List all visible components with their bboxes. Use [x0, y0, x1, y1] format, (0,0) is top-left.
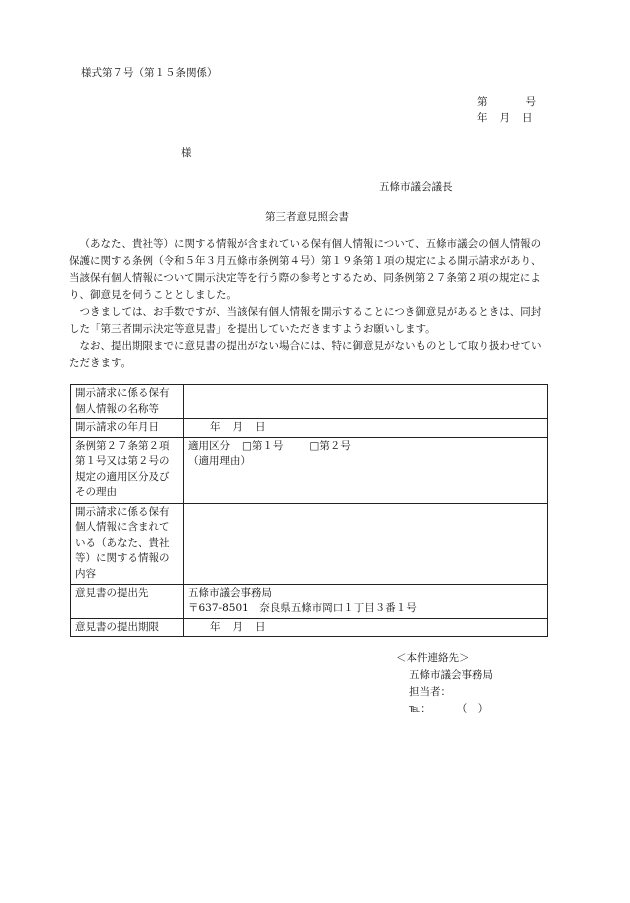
paragraph-2: つきましては、お手数ですが、当該保有個人情報を開示することにつき御意見があるときは、同封した「第三者開示決定等意見書」を提出していただきますようお願いします。: [69, 306, 542, 335]
month-label: 月: [232, 421, 243, 433]
year-label: 年: [210, 421, 221, 433]
option-2-checkbox: □第２号: [309, 439, 351, 452]
go-label: 号: [525, 96, 536, 108]
tel-parens: （ ）: [456, 703, 489, 715]
day-label: 日: [255, 421, 266, 433]
submission-postal-address: 〒637-8501 奈良県五條市岡口１丁目３番１号: [188, 602, 417, 614]
table-row: [71, 437, 548, 503]
reason-label: （適用理由）: [188, 455, 251, 467]
option-1-checkbox: □第１号: [242, 439, 284, 452]
form-number: 様式第７号（第１５条関係）: [81, 67, 218, 79]
contact-tel: [396, 701, 493, 718]
contact-person-label: 担当者：: [409, 686, 451, 698]
contact-office: 五條市議会事務局: [409, 669, 493, 681]
day-label: 日: [522, 112, 533, 124]
document-number: [477, 97, 536, 108]
document-title: 第三者意見照会書: [265, 211, 349, 223]
date-line: [477, 113, 533, 124]
row-value-applicable-category: [184, 437, 548, 503]
table-row: [71, 618, 548, 637]
contact-heading: ＜本件連絡先＞: [396, 652, 470, 664]
day-label: 日: [255, 620, 266, 633]
table-row: [71, 503, 548, 584]
row-value-info-name: [184, 385, 548, 419]
table-row: [71, 385, 548, 419]
table-row: [71, 419, 548, 438]
month-label: 月: [232, 620, 243, 633]
month-label: 月: [499, 112, 510, 124]
paragraph-1: （あなた、貴社等）に関する情報が含まれている保有個人情報について、五條市議会の個人情報の保護に関する条例（令和５年３月五條市条例第４号）第１９条第１項の規定による開示請求があり、当該保有個人情報について開示決定等を行う際の参考とするため、同条例第２７条第２項の規定により、御意見を伺うこととしました。: [69, 238, 542, 301]
submission-office: 五條市議会事務局: [188, 586, 272, 599]
number-label: 第: [477, 96, 488, 108]
row-value-deadline: [184, 618, 548, 637]
row-value-info-content: [184, 503, 548, 584]
row-value-submission-address: [184, 584, 548, 618]
row-label-info-content: 開示請求に係る保有個人情報に含まれている（あなた、貴社等）に関する情報の内容: [71, 503, 184, 584]
row-label-deadline: 意見書の提出期限: [71, 618, 184, 637]
year-label: 年: [210, 620, 221, 633]
row-value-request-date: [184, 419, 548, 438]
paragraph-3: なお、提出期限までに意見書の提出がない場合には、特に御意見がないものとして取り扱わせていただきます。: [69, 340, 542, 369]
tel-label: ℡：: [409, 703, 431, 715]
table-row: [71, 584, 548, 618]
year-label: 年: [477, 112, 488, 124]
row-label-applicable-category: 条例第２７条第２項第１号又は第２号の規定の適用区分及びその理由: [71, 437, 184, 503]
inquiry-table: [70, 384, 548, 637]
body-text: [69, 236, 549, 372]
row-label-info-name: 開示請求に係る保有個人情報の名称等: [71, 385, 184, 419]
addressee-suffix: 様: [181, 147, 192, 159]
contact-block: [396, 650, 493, 718]
row-label-submission-address: 意見書の提出先: [71, 584, 184, 618]
row-label-request-date: 開示請求の年月日: [71, 419, 184, 438]
category-label: 適用区分: [188, 439, 230, 452]
sender-name: 五條市議会議長: [379, 181, 453, 193]
